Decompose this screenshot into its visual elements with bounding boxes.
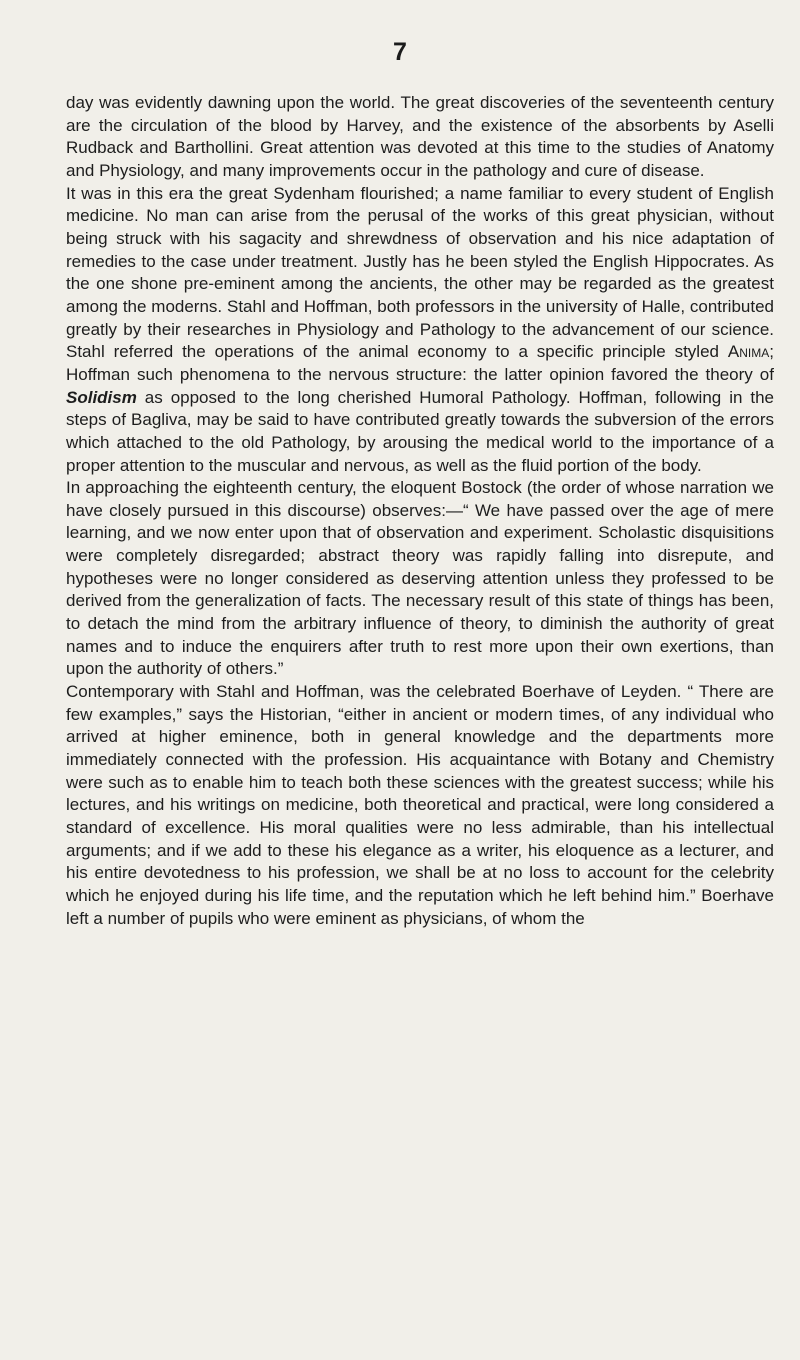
paragraph-sydenham-cont: ; Hoffman such phenomena to the nervous structure: the latter opinion favored the theory of: [66, 342, 774, 384]
page-body: [66, 92, 774, 930]
paragraph-sydenham-end: as opposed to the long cherished Humoral Pathology. Hoffman, following in the steps of Bagliva, may be said to have contributed greatly towards the subversion of the errors which attached to the old Pathology, by arousing the medical world to the importance of a proper attention to the muscular and nervous, as well as the fluid portion of the body.: [66, 387, 774, 475]
term-anima: Anima: [727, 342, 770, 362]
paragraph-bostock: In approaching the eighteenth century, the eloquent Bostock (the order of whose narration we have closely pursued in this discourse) observes:—“ We have passed over the age of mere learning, and we now enter upon that of observation and experiment. Scholastic disquisitions were completely disregarded; abstract theory was rapidly falling into disrepute, and hypotheses were no longer considered as deserving attention unless they professed to be derived from the generalization of facts. The necessary result of this state of things has been, to detach the mind from the arbitrary influence of theory, to diminish the authority of great names and to induce the enquirers after truth to rest more upon their own exertions, than upon the authority of others.”: [66, 478, 774, 679]
paragraph-sydenham: [66, 183, 774, 478]
paragraph-boerhave: Contemporary with Stahl and Hoffman, was the celebrated Boerhave of Leyden. “ There are few examples,” says the Historian, “either in ancient or modern times, of any individual who arrived at higher eminence, both in general knowledge and the departments more immediately connected with the profession. His acquaintance with Botany and Chemistry were such as to enable him to teach both these sciences with the greatest success; while his lectures, and his writings on medicine, both theoretical and practical, were long considered a standard of excellence. His moral qualities were no less admirable, than his intellectual arguments; and if we add to these his elegance as a writer, his eloquence as a lecturer, and his entire devotedness to his profession, we shall be at no loss to account for the celebrity which he enjoyed during his life time, and the reputation which he left behind him.” Boerhave left a number of pupils who were eminent as physicians, of whom the: [66, 682, 774, 928]
page-number: 7: [393, 38, 407, 66]
term-solidism: Solidism: [66, 387, 137, 407]
paragraph-sydenham-text: It was in this era the great Sydenham flourished; a name familiar to every student of English medicine. No man can arise from the perusal of the works of this great physician, without being struck with his sagacity and shrewdness of observation and his nice adaptation of remedies to the case under treatment. Justly has he been styled the English Hippocrates. As the one shone pre-eminent among the ancients, the other may be regarded as the greatest among the moderns. Stahl and Hoffman, both professors in the university of Halle, contributed greatly by their researches in Physiology and Pathology to the advancement of our science. Stahl referred the operations of the animal economy to a specific principle styled: [66, 183, 774, 362]
paragraph-seventeenth-century: day was evidently dawning upon the world. The great discoveries of the seventeenth century are the circulation of the blood by Harvey, and the existence of the absorbents by Aselli Rudback and Barthollini. Great attention was devoted at this time to the studies of Anatomy and Physiology, and many improvements occur in the pathology and cure of disease.: [66, 93, 774, 180]
